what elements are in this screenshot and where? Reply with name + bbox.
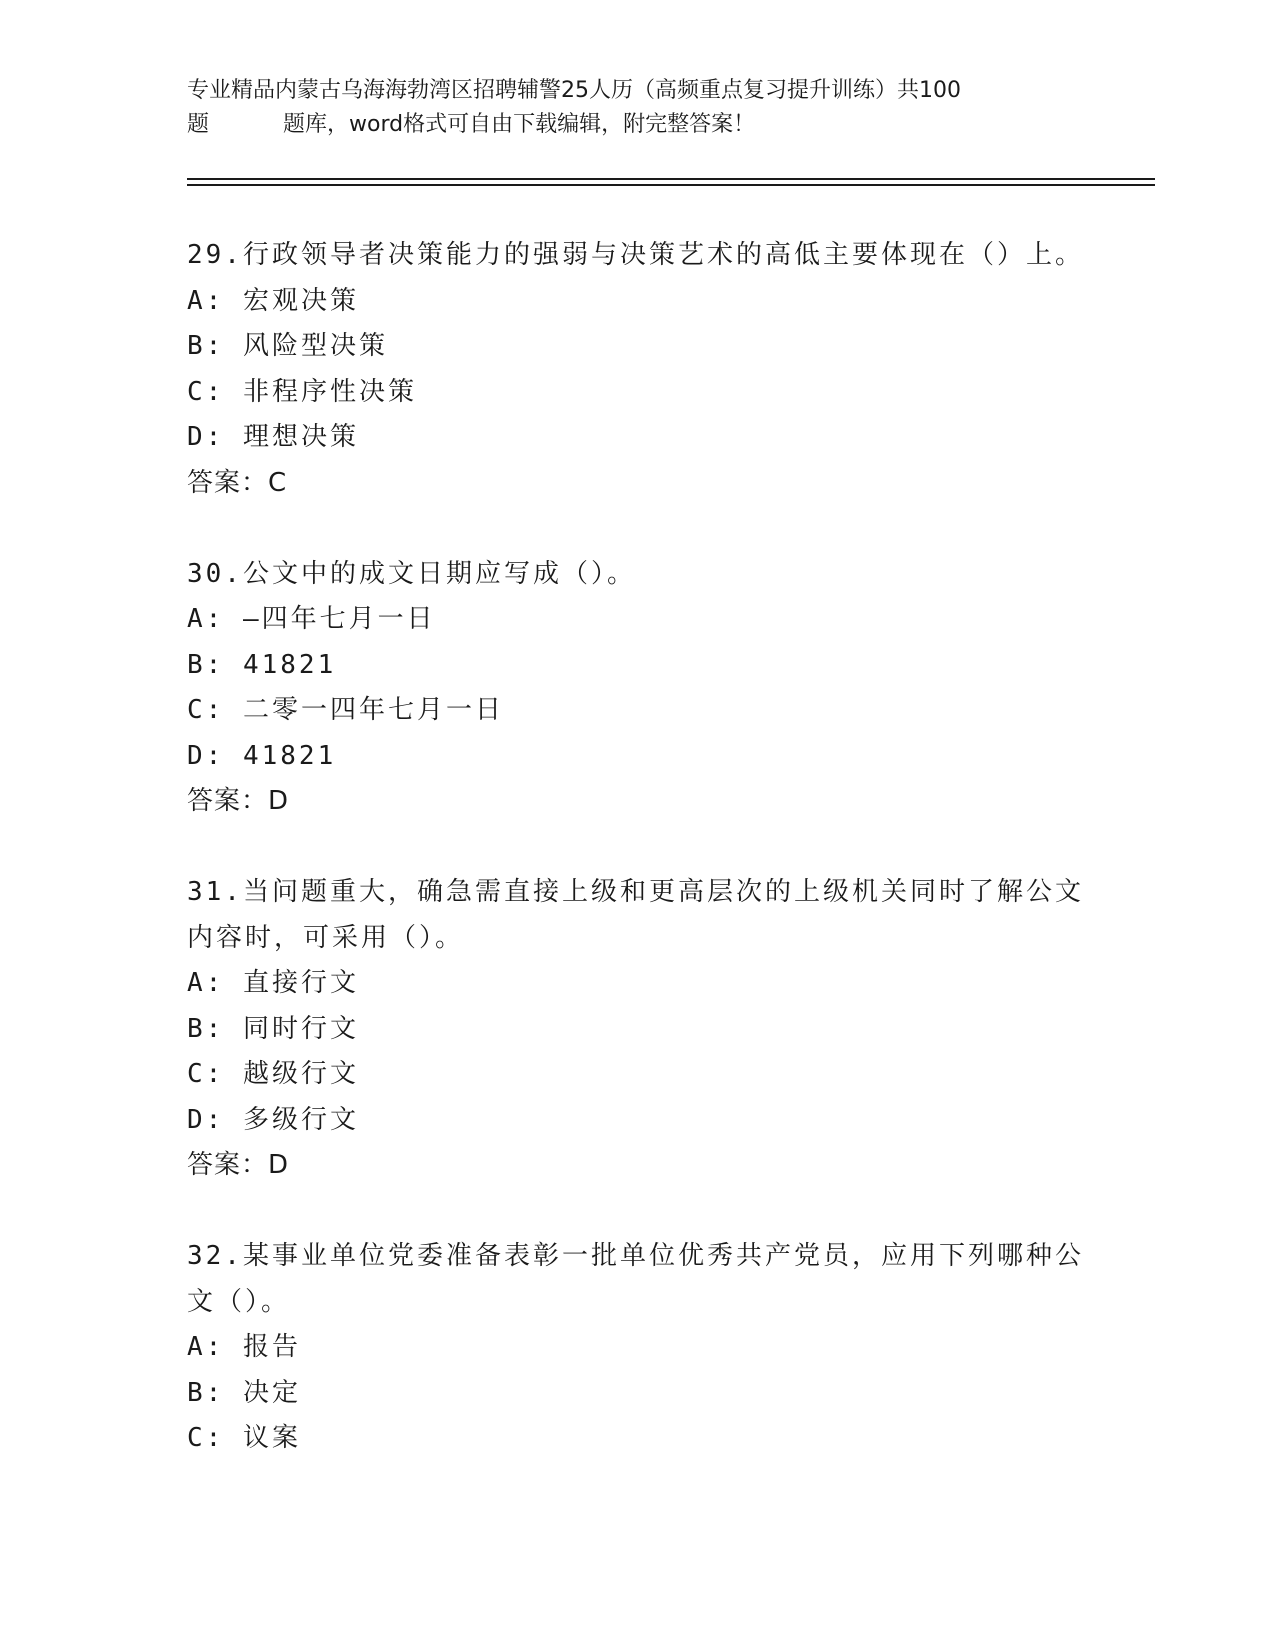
question-stem: 29.行政领导者决策能力的强弱与决策艺术的高低主要体现在（）上。 (187, 240, 1084, 270)
option-a: A: —四年七月一日 (187, 604, 436, 634)
option-c: C: 非程序性决策 (187, 376, 417, 407)
option-b: B: 决定 (187, 1377, 301, 1408)
option-d: D: 多级行文 (187, 1104, 359, 1135)
question-stem: 31.当问题重大，确急需直接上级和更高层次的上级机关同时了解公文内容时，可采用（）。 (187, 877, 1084, 953)
option-a: A: 报告 (187, 1332, 301, 1362)
question-30 (187, 552, 1087, 825)
option-b: B: 风险型决策 (187, 331, 388, 361)
question-stem: 30.公文中的成文日期应写成（）。 (187, 558, 636, 589)
option-b: B: 同时行文 (187, 1013, 359, 1044)
header-divider-bottom (187, 184, 1155, 186)
question-29 (187, 233, 1087, 506)
header-line-1: 专业精品内蒙古乌海海勃湾区招聘辅警25人历（高频重点复习提升训练）共100 (187, 78, 961, 103)
option-c: C: 二零一四年七月一日 (187, 695, 504, 725)
document-header (187, 74, 1087, 142)
option-a: A: 直接行文 (187, 968, 359, 998)
question-stem: 32.某事业单位党委准备表彰一批单位优秀共产党员，应用下列哪种公文（）。 (187, 1241, 1084, 1317)
header-line-2-lead: 题 (187, 112, 210, 137)
option-b: B: 41821 (187, 649, 337, 680)
header-divider-top (187, 178, 1155, 180)
answer: 答案：D (187, 786, 290, 816)
option-c: C: 越级行文 (187, 1059, 359, 1089)
question-32 (187, 1234, 1087, 1462)
header-line-2 (187, 108, 1087, 142)
header-line-2-text: 题库，word格式可自由下载编辑，附完整答案！ (283, 112, 756, 137)
option-c: C: 议案 (187, 1423, 301, 1453)
question-list (187, 233, 1087, 1507)
answer: 答案：C (187, 467, 288, 498)
option-a: A: 宏观决策 (187, 285, 359, 316)
question-31 (187, 870, 1087, 1189)
answer: 答案：D (187, 1150, 290, 1180)
option-d: D: 41821 (187, 740, 337, 771)
option-d: D: 理想决策 (187, 422, 359, 452)
